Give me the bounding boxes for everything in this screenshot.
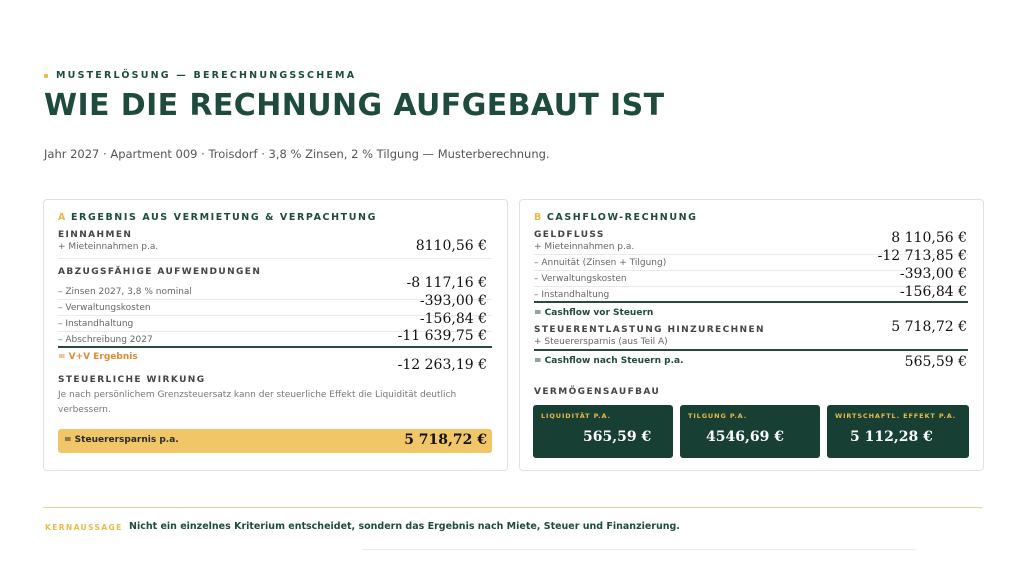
steuer-note: Je nach persönlichem Grenzsteuersatz kann der steuerliche Effekt die Liquidität deutlich verbessern. [58, 390, 457, 415]
vv-ergebnis-value: -12 263,19 € [397, 357, 487, 373]
b-instand-value: -156,84 € [899, 284, 967, 300]
steuer-heading: STEUERLICHE WIRKUNG [58, 375, 206, 385]
kernaussage-text: Nicht ein einzelnes Kriterium entscheidet, sondern das Ergebnis nach Miete, Steuer und Finanzierung. [129, 521, 680, 532]
card-liquiditaet-label: LIQUIDITÄT P.A. [541, 412, 611, 420]
panel-a-letter: A [58, 212, 67, 223]
card-tilgung-value: 4546,69 € [706, 429, 784, 445]
b-verwaltung-label: – Verwaltungskosten [534, 274, 627, 284]
steuerersparnis-label: = Steuerersparnis p.a. [64, 435, 179, 445]
eyebrow [44, 70, 356, 81]
a-abschreibung-label: – Abschreibung 2027 [58, 335, 153, 345]
card-tilgung-label: TILGUNG P.A. [688, 412, 748, 420]
sum-divider [534, 349, 968, 351]
panel-a-title [58, 212, 377, 223]
a-instand-value: -156,84 € [419, 311, 487, 327]
vv-ergebnis-label: = V+V Ergebnis [58, 352, 138, 362]
abzug-heading: ABZUGSFÄHIGE AUFWENDUNGEN [58, 267, 262, 277]
a-mieteinnahmen-value: 8110,56 € [415, 238, 487, 254]
b-verwaltung-value: -393,00 € [899, 266, 967, 282]
b-steuerersparnis-label: + Steuerersparnis (aus Teil A) [534, 337, 668, 347]
a-abschreibung-value: -11 639,75 € [397, 328, 487, 344]
eyebrow-text: MUSTERLÖSUNG — BERECHNUNGSSCHEMA [56, 70, 357, 81]
card-wirtschaftl-effekt-label: WIRTSCHAFTL. EFFEKT P.A. [835, 412, 957, 420]
b-annuitaet-value: -12 713,85 € [877, 248, 967, 264]
panel-a-title-text: ERGEBNIS AUS VERMIETUNG & VERPACHTUNG [70, 212, 377, 223]
page-subtitle: Jahr 2027 · Apartment 009 · Troisdorf · 3,8 % Zinsen, 2 % Tilgung — Musterberechnung. [44, 147, 550, 161]
panel-b-letter: B [534, 212, 543, 223]
a-verwaltung-label: – Verwaltungskosten [58, 303, 151, 313]
card-wirtschaftl-effekt-value: 5 112,28 € [850, 429, 933, 445]
bullet-icon [44, 74, 48, 78]
entlastung-heading: STEUERENTLASTUNG HINZURECHNEN [534, 325, 765, 335]
page-title: WIE DIE RECHNUNG AUFGEBAUT IST [44, 88, 665, 123]
b-annuitaet-label: – Annuität (Zinsen + Tilgung) [534, 258, 667, 268]
a-verwaltung-value: -393,00 € [419, 293, 487, 309]
steuerersparnis-value: 5 718,72 € [404, 432, 487, 448]
sum-divider [534, 301, 968, 303]
a-instand-label: – Instandhaltung [58, 319, 134, 329]
footer-rule [362, 549, 916, 550]
panel-b-title [534, 212, 698, 223]
einnahmen-heading: EINNAHMEN [58, 230, 133, 240]
b-instand-label: – Instandhaltung [534, 290, 610, 300]
entlastung-value: 5 718,72 € [891, 319, 967, 335]
cashflow-vor-steuern-label: = Cashflow vor Steuern [534, 308, 654, 318]
cashflow-nach-steuern-value: 565,59 € [904, 354, 967, 370]
kernaussage-label: KERNAUSSAGE [45, 523, 123, 532]
vermoegen-heading: VERMÖGENSAUFBAU [534, 387, 661, 397]
footer-divider [43, 507, 982, 508]
sum-divider [58, 346, 492, 348]
b-mieteinnahmen-value: 8 110,56 € [891, 230, 967, 246]
a-zinsen-value: -8 117,16 € [406, 275, 487, 291]
b-mieteinnahmen-label: + Mieteinnahmen p.a. [534, 242, 635, 252]
cashflow-nach-steuern-label: = Cashflow nach Steuern p.a. [534, 356, 684, 366]
divider [58, 258, 492, 259]
panel-b-title-text: CASHFLOW-RECHNUNG [546, 212, 698, 223]
a-zinsen-label: – Zinsen 2027, 3,8 % nominal [58, 287, 192, 297]
card-liquiditaet-value: 565,59 € [583, 429, 652, 445]
geldfluss-heading: GELDFLUSS [534, 230, 605, 240]
a-mieteinnahmen-label: + Mieteinnahmen p.a. [58, 242, 159, 252]
